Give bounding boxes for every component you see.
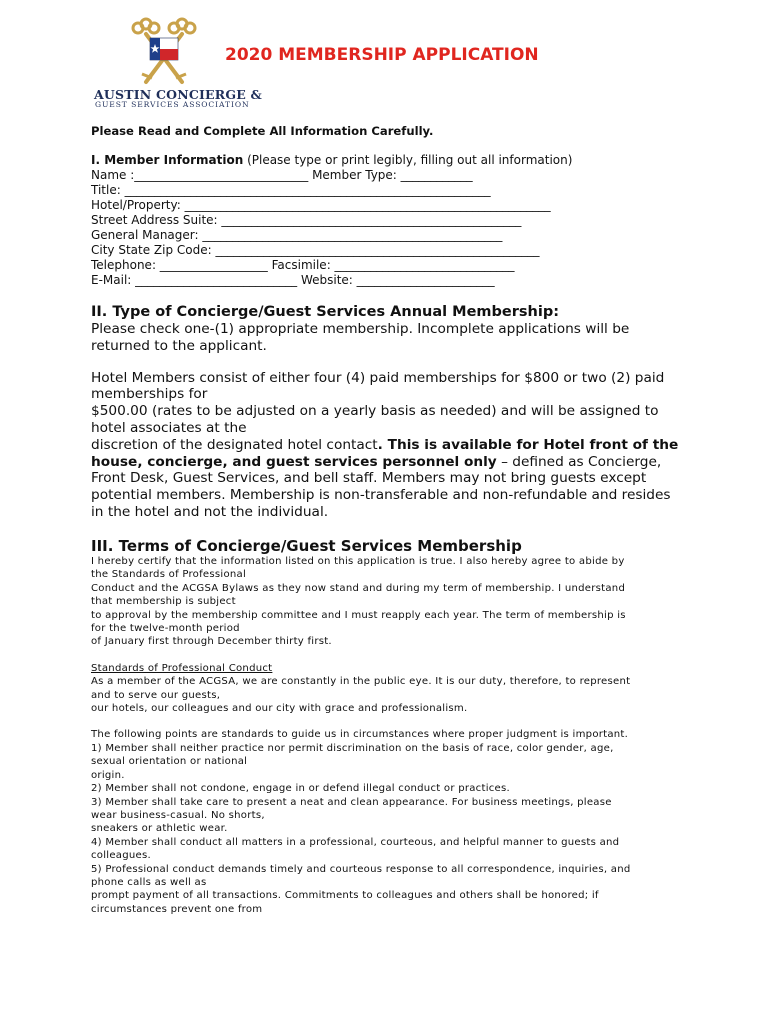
logo-text-primary: AUSTIN CONCIERGE &	[94, 87, 262, 102]
section1-heading-note: (Please type or print legibly, filling out all information)	[243, 153, 573, 167]
terms-line: of January first through December thirty first.	[91, 636, 332, 648]
member-information-section	[91, 153, 572, 288]
points-line: phone calls as well as	[91, 876, 207, 888]
page-title: 2020 MEMBERSHIP APPLICATION	[225, 45, 539, 65]
terms-line: that membership is subject	[91, 596, 236, 608]
name-field-line[interactable]: Name :_____________________________ Member Type: ____________	[91, 168, 473, 182]
section2-paragraph-c	[91, 437, 681, 521]
standards-line: our hotels, our colleagues and our city with grace and professionalism.	[91, 703, 468, 715]
points-line: 5) Professional conduct demands timely and courteous response to all correspondence, inquiries, and	[91, 863, 631, 875]
logo-text-secondary: GUEST SERVICES ASSOCIATION	[95, 100, 250, 109]
section2-instruction: Please check one-(1) appropriate membership. Incomplete applications will be returned to the applicant.	[91, 321, 630, 354]
points-line: circumstances prevent one from	[91, 903, 263, 915]
points-line: colleagues.	[91, 850, 151, 862]
email-website-field-line[interactable]: E-Mail: ___________________________ Website: _______________________	[91, 273, 495, 287]
section1-heading: I. Member Information	[91, 153, 244, 167]
title-field-line[interactable]: Title: _____________________________________________________________	[91, 183, 491, 197]
terms-line: Conduct and the ACGSA Bylaws as they now stand and during my term of membership. I understand	[91, 582, 626, 594]
general-manager-field-line[interactable]: General Manager: __________________________________________________	[91, 228, 503, 242]
section2-paragraph-b: $500.00 (rates to be adjusted on a yearly basis as needed) and will be assigned to hotel associates at the	[91, 403, 659, 436]
section2-paragraph-a: Hotel Members consist of either four (4) paid memberships for $800 or two (2) paid memberships for	[91, 369, 665, 403]
points-line: 1) Member shall neither practice nor permit discrimination on the basis of race, color gender, age,	[91, 742, 614, 754]
section2-paragraph-d: – defined as Concierge, Front Desk, Guest Services, and bell staff. Members may not bring guests except potential members. Membership is non-transferable and non-refundable and resides in the hotel and not the individual.	[91, 453, 671, 520]
standards-line: As a member of the ACGSA, we are constantly in the public eye. It is our duty, therefore, to represent	[91, 676, 631, 688]
hotel-field-line[interactable]: Hotel/Property: _____________________________________________________________	[91, 198, 551, 212]
standards-heading: Standards of Professional Conduct	[91, 662, 273, 674]
points-line: 2) Member shall not condone, engage in or defend illegal conduct or practices.	[91, 783, 510, 795]
terms-line: I hereby certify that the information listed on this application is true. I also hereby agree to abide by	[91, 556, 625, 567]
city-state-zip-field-line[interactable]: City State Zip Code: ______________________________________________________	[91, 243, 540, 257]
points-line: sexual orientation or national	[91, 756, 248, 768]
standards-line: and to serve our guests,	[91, 689, 221, 701]
terms-line: for the twelve-month period	[91, 623, 240, 635]
points-line: wear business-casual. No shorts,	[91, 809, 265, 821]
terms-text	[91, 555, 691, 916]
section2-heading: II. Type of Concierge/Guest Services Annual Membership:	[91, 304, 559, 320]
section2-paragraph-c-text: discretion of the designated hotel contact	[91, 436, 378, 453]
street-address-field-line[interactable]: Street Address Suite: __________________________________________________	[91, 213, 522, 227]
terms-line: to approval by the membership committee and I must reapply each year. The term of membership is	[91, 609, 626, 621]
points-line: The following points are standards to guide us in circumstances where proper judgment is important.	[91, 729, 629, 741]
terms-line: the Standards of Professional	[91, 569, 247, 581]
membership-terms-section	[91, 537, 691, 916]
section3-heading: III. Terms of Concierge/Guest Services Membership	[91, 537, 522, 555]
points-line: 4) Member shall conduct all matters in a professional, courteous, and helpful manner to guests and	[91, 836, 620, 848]
points-line: prompt payment of all transactions. Commitments to colleagues and others shall be honored; if	[91, 890, 599, 902]
points-line: sneakers or athletic wear.	[91, 823, 228, 835]
points-line: 3) Member shall take care to present a neat and clean appearance. For business meetings, please	[91, 796, 612, 808]
membership-type-section	[91, 303, 681, 521]
section2-paragraph-bold: . This is available for Hotel front of the house, concierge, and guest services personnel only	[91, 436, 679, 470]
points-line: origin.	[91, 769, 125, 781]
telephone-facsimile-field-line[interactable]: Telephone: __________________ Facsimile: ______________________________	[91, 258, 515, 272]
intro-instruction: Please Read and Complete All Information Carefully.	[91, 124, 434, 138]
